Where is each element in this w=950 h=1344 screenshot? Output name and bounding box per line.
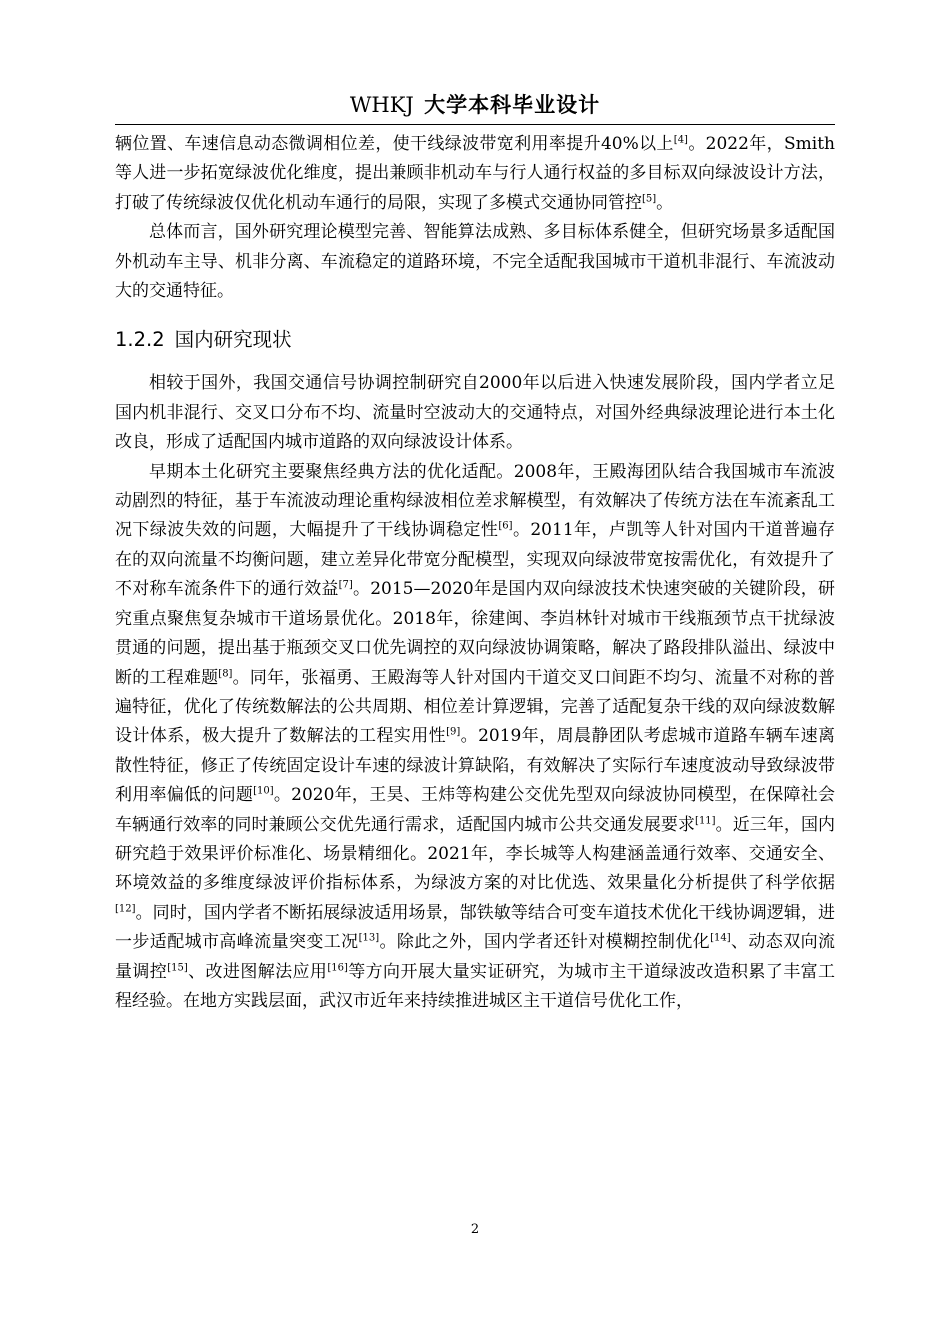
citation-7: [7]	[338, 579, 353, 591]
citation-13: [13]	[358, 932, 380, 944]
citation-9: [9]	[446, 726, 461, 738]
citation-4: [4]	[673, 134, 688, 146]
citation-5: [5]	[642, 193, 657, 205]
text-run: 。2015—2020年是国内双向绿波技术快速突破的关键阶段，研究重点聚焦复杂城市干道场景优化。2018年，徐建闽、李岿林针对城市干线瓶颈节点干扰绿波贯通的问题，提出基于瓶颈交叉口优先调控的双向绿波协调策略，解决了路段排队溢出、绿波中断的工程难题	[115, 579, 836, 688]
text-run: 。2022年，Smith等人进一步拓宽绿波优化维度，提出兼顾非机动车与行人通行权益的多目标双向绿波设计方法，打破了传统绿波仅优化机动车通行的局限，实现了多模式交通协同管控	[115, 134, 835, 213]
section-number: 1.2.2	[115, 328, 165, 352]
page-header	[115, 88, 835, 125]
paragraph-domestic-history	[115, 458, 835, 1017]
header-title: 大学本科毕业设计	[424, 93, 601, 117]
text-run: 。同年，张福勇、王殿海等人针对国内干道交叉口间距不均匀、流量不对称的普遍特征，优化了传统数解法的公共周期、相位差计算逻辑，完善了适配复杂干线的双向绿波数解设计体系，极大提升了数解法的工程实用性	[115, 667, 836, 747]
text-run: 、改进图解法应用	[187, 961, 328, 982]
citation-15: [15]	[167, 961, 188, 973]
text-run: 。除此之外，国内学者还针对模糊控制优化	[379, 932, 711, 953]
text-run: 相较于国外，我国交通信号协调控制研究自2000年以后进入快速发展阶段，国内学者立足国内机非混行、交叉口分布不均、流量时空波动大的交通特点，对国外经典绿波理论进行本土化改良，形成了适配国内城市道路的双向绿波设计体系。	[115, 373, 835, 453]
text-run: 等方向开展大量实证研究，为城市主干道绿波改造积累了丰富工程经验。在地方实践层面，武汉市近年来持续推进城区主干道信号优化工作，	[115, 961, 836, 1011]
text-run: 总体而言，国外研究理论模型完善、智能算法成熟、多目标体系健全，但研究场景多适配国外机动车主导、机非分离、车流稳定的道路环境，不完全适配我国城市干道机非混行、车流波动大的交通特征。	[115, 222, 835, 302]
section-heading	[115, 325, 835, 355]
text-run: 辆位置、车速信息动态微调相位差，使干线绿波带宽利用率提升40%以上	[115, 134, 674, 154]
citation-16: [16]	[327, 961, 348, 973]
citation-12: [12]	[115, 903, 136, 915]
paragraph-domestic-intro	[115, 369, 835, 457]
text-run: 。	[656, 192, 674, 213]
text-run: 。2011年，卢凯等人针对国内干道普遍存在的双向流量不均衡问题，建立差异化带宽分配模型，实现双向绿波带宽按需优化，有效提升了不对称车流条件下的通行效益	[115, 520, 835, 600]
text-run: 。近三年，国内研究趋于效果评价标准化、场景精细化。2021年，李长城等人构建涵盖通行效率、交通安全、环境效益的多维度绿波评价指标体系，为绿波方案的对比优选、效果量化分析提供了科学依据	[115, 814, 835, 894]
text-run: 。2019年，周晨静团队考虑城市道路车辆车速离散性特征，修正了传统固定设计车速的绿波计算缺陷，有效解决了实际行车速度波动导致绿波带利用率偏低的问题	[115, 726, 836, 806]
citation-6: [6]	[498, 520, 513, 532]
text-run: 、动态双向流量调控	[115, 932, 835, 982]
citation-14: [14]	[710, 932, 731, 944]
page-body	[115, 130, 835, 1016]
paragraph-foreign-summary	[115, 218, 835, 306]
citation-10: [10]	[253, 785, 274, 797]
text-run: 早期本土化研究主要聚焦经典方法的优化适配。2008年，王殿海团队结合我国城市车流波动剧烈的特征，基于车流波动理论重构绿波相位差求解模型，有效解决了传统方法在车流紊乱工况下绿波失效的问题，大幅提升了干线协调稳定性	[115, 461, 835, 541]
section-title: 国内研究现状	[174, 328, 292, 352]
citation-8: [8]	[218, 667, 233, 679]
header-school-name: WHKJ	[349, 93, 414, 117]
page-number: 2	[470, 1222, 480, 1237]
citation-11: [11]	[695, 814, 716, 826]
text-run: 。同时，国内学者不断拓展绿波适用场景，郜铁敏等结合可变车道技术优化干线协调逻辑，进一步适配城市高峰流量突变工况	[115, 902, 835, 953]
text-run: 。2020年，王昊、王炜等构建公交优先型双向绿波协同模型，在保障社会车辆通行效率的同时兼顾公交优先通行需求，适配国内城市公共交通发展要求	[115, 785, 835, 835]
paragraph-foreign-continued	[115, 130, 835, 218]
